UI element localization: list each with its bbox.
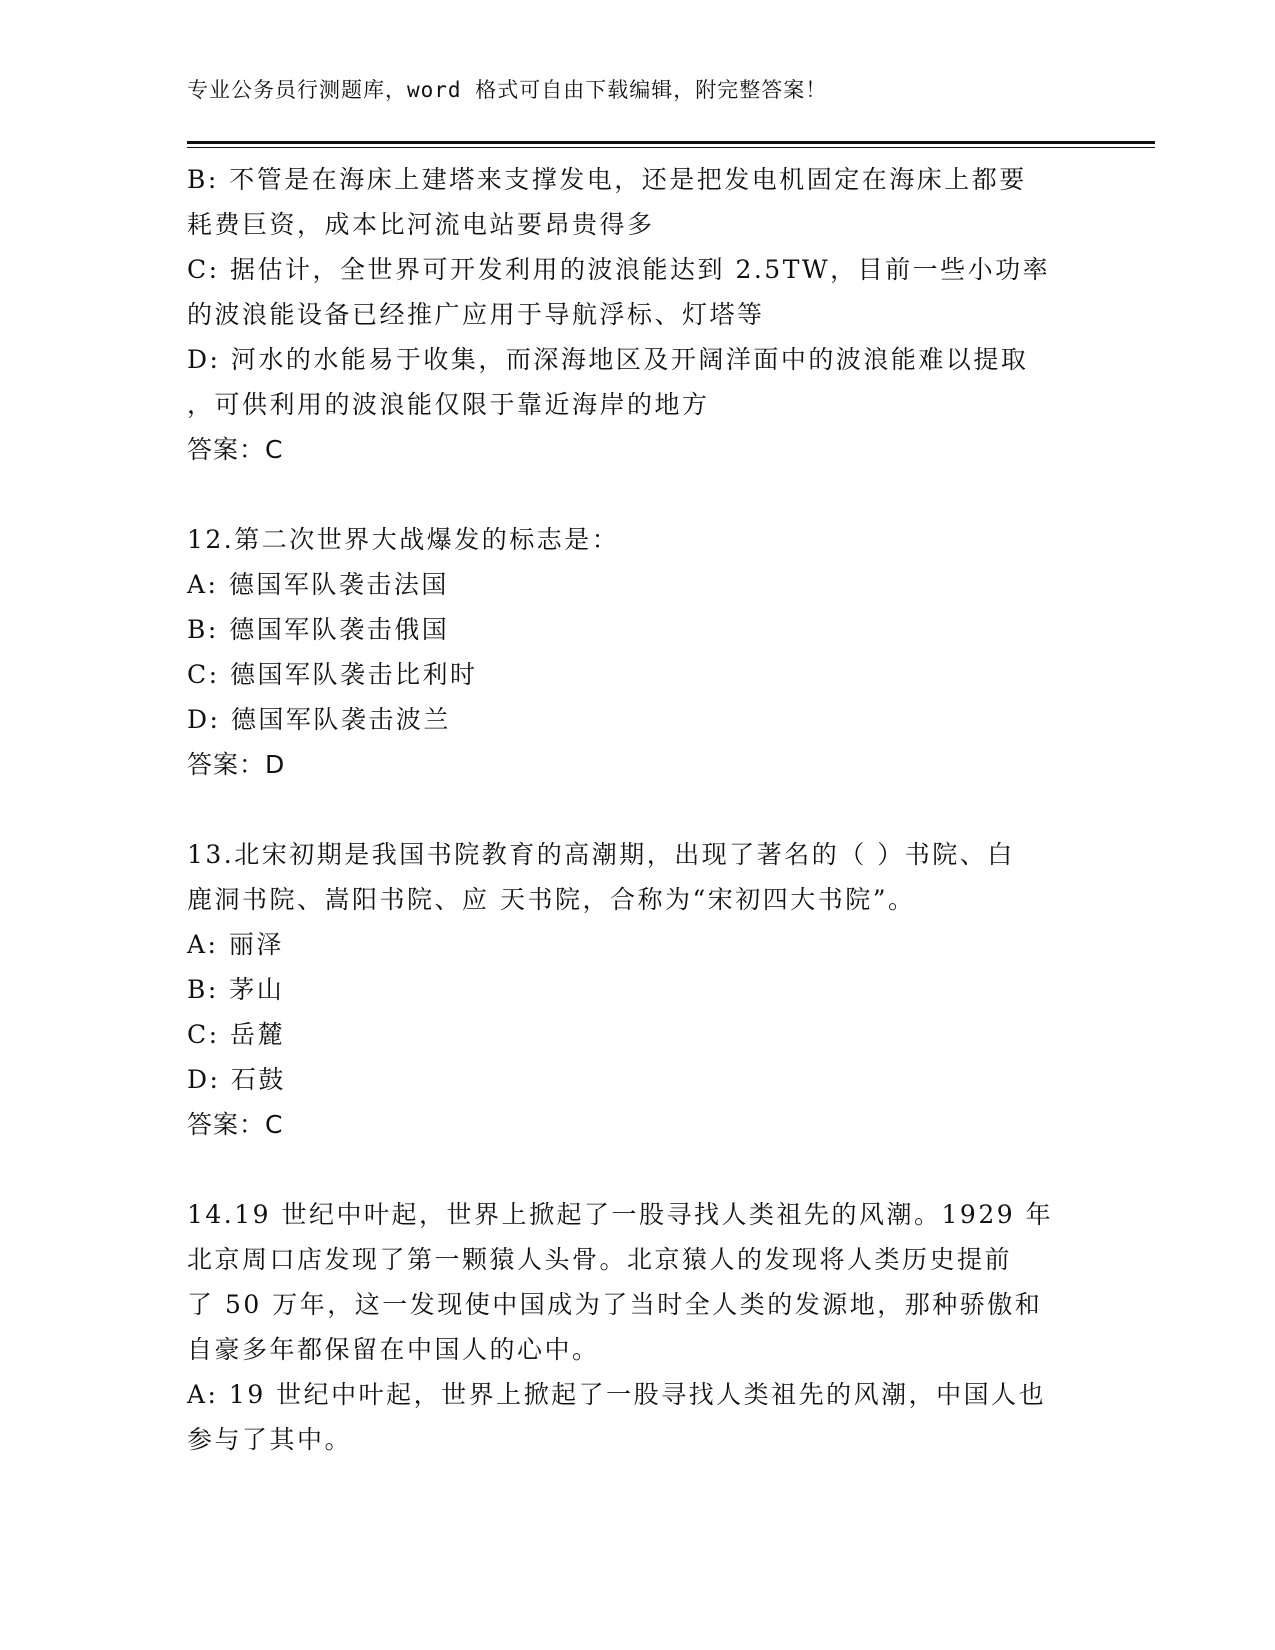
option-c: C: 岳麓 xyxy=(187,1020,285,1049)
question-text-line-3: 了 50 万年，这一发现使中国成为了当时全人类的发源地，那种骄傲和 xyxy=(187,1290,1043,1319)
answer-text: 答案：C xyxy=(187,435,284,464)
question-text-line-4: 自豪多年都保留在中国人的心中。 xyxy=(187,1335,600,1364)
option-b: B: 茅山 xyxy=(187,975,285,1004)
option-d: D: 德国军队袭击波兰 xyxy=(187,705,451,734)
answer-text: 答案：C xyxy=(187,1110,284,1139)
question-text-line-2: 北京周口店发现了第一颗猿人头骨。北京猿人的发现将人类历史提前 xyxy=(187,1245,1013,1274)
option-a: A: 德国军队袭击法国 xyxy=(187,570,449,599)
option-c-line-2: 的波浪能设备已经推广应用于导航浮标、灯塔等 xyxy=(187,300,765,329)
question-text-line-2: 鹿洞书院、嵩阳书院、应 天书院，合称为“宋初四大书院”。 xyxy=(187,885,916,914)
question-13 xyxy=(187,832,1077,1147)
question-text-line-1: 14.19 世纪中叶起，世界上掀起了一股寻找人类祖先的风潮。1929 年 xyxy=(187,1200,1054,1229)
spacer xyxy=(187,787,1077,832)
option-d-line-2: ，可供利用的波浪能仅限于靠近海岸的地方 xyxy=(187,390,710,419)
option-b-line-2: 耗费巨资，成本比河流电站要昂贵得多 xyxy=(187,210,655,239)
option-c: C: 德国军队袭击比利时 xyxy=(187,660,478,689)
spacer xyxy=(187,472,1077,517)
option-b-line-1: B: 不管是在海床上建塔来支撑发电，还是把发电机固定在海床上都要 xyxy=(187,165,1027,194)
question-content xyxy=(187,157,1077,1462)
option-b: B: 德国军队袭击俄国 xyxy=(187,615,450,644)
option-c-line-1: C: 据估计，全世界可开发利用的波浪能达到 2.5TW，目前一些小功率 xyxy=(187,255,1051,284)
option-d-line-1: D: 河水的水能易于收集，而深海地区及开阔洋面中的波浪能难以提取 xyxy=(187,345,1029,374)
question-14 xyxy=(187,1192,1077,1462)
option-a-line-1: A: 19 世纪中叶起，世界上掀起了一股寻找人类祖先的风潮，中国人也 xyxy=(187,1380,1047,1409)
answer-text: 答案：D xyxy=(187,750,286,779)
option-a: A: 丽泽 xyxy=(187,930,284,959)
page-header: 专业公务员行测题库，word 格式可自由下载编辑，附完整答案！ xyxy=(187,78,828,102)
question-text-line-1: 13.北宋初期是我国书院教育的高潮期，出现了著名的（ ）书院、白 xyxy=(187,840,1015,869)
question-11 xyxy=(187,157,1077,472)
question-12 xyxy=(187,517,1077,787)
question-text: 12.第二次世界大战爆发的标志是： xyxy=(187,525,620,554)
option-d: D: 石鼓 xyxy=(187,1065,286,1094)
option-a-line-2: 参与了其中。 xyxy=(187,1425,353,1454)
header-divider-thin xyxy=(187,147,1155,148)
spacer xyxy=(187,1147,1077,1192)
header-divider-thick xyxy=(187,141,1155,144)
